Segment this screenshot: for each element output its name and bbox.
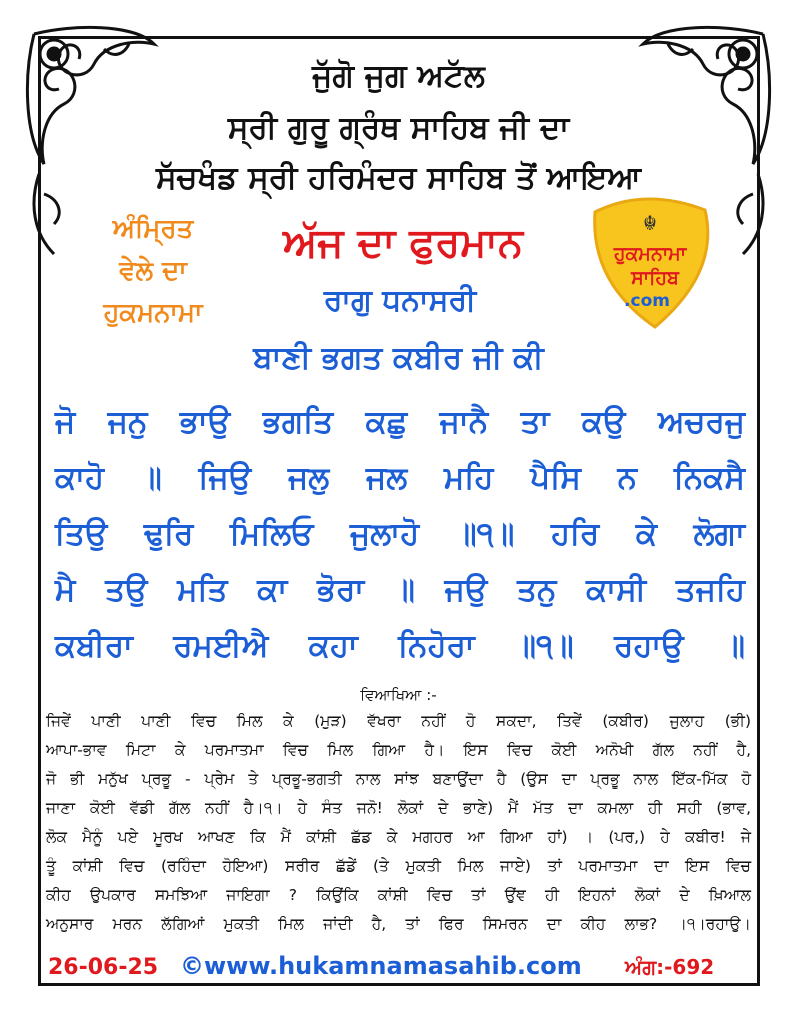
amrit-line-2: ਵੇਲੇ ਦਾ [119,256,187,286]
khanda-icon: ☬ [642,211,658,235]
explanation-line-2: ਆਪਾ-ਭਾਵ ਮਿਟਾ ਕੇ ਪਰਮਾਤਮਾ ਵਿਚ ਮਿਲ ਗਿਆ ਹੈ। ਇਸ ਵਿਚ ਕੋਈ ਅਨੋਖੀ ਗੱਲ ਨਹੀਂ ਹੈ, [46,741,751,759]
explanation-line-5: ਲੋਕ ਮੈਨੂੰ ਪਏ ਮੂਰਖ ਆਖਣ ਕਿ ਮੈਂ ਕਾਂਸ਼ੀ ਛੱਡ ਕੇ ਮਗਹਰ ਆ ਗਿਆ ਹਾਂ) । (ਪਰ,) ਹੇ ਕਬੀਰ! ਜੇ [46,828,751,846]
verse-line-5: ਕਬੀਰਾ ਰਮਈਐ ਕਹਾ ਨਿਹੋਰਾ ॥੧॥ ਰਹਾਉ ॥ [55,628,745,664]
explanation-line-1: ਜਿਵੇਂ ਪਾਣੀ ਪਾਣੀ ਵਿਚ ਮਿਲ ਕੇ (ਮੁੜ) ਵੱਖਰਾ ਨਹੀਂ ਹੋ ਸਕਦਾ, ਤਿਵੇਂ (ਕਬੀਰ) ਜੁਲਾਹ (ਭੀ) [46,712,751,730]
header-line-1: ਜੁੱਗੋ ਜੁਗ ਅਟੱਲ [312,58,485,94]
header-line-2: ਸ੍ਰੀ ਗੁਰੂ ਗ੍ਰੰਥ ਸਾਹਿਬ ਜੀ ਦਾ [227,110,570,146]
footer-website-link[interactable]: ©www.hukamnamasahib.com [180,952,582,980]
verse-line-2: ਕਾਹੋ ॥ ਜਿਉ ਜਲੁ ਜਲ ਮਹਿ ਪੈਸਿ ਨ ਨਿਕਸੈ [55,460,745,496]
amrit-line-3: ਹੁਕਮਨਾਮਾ [103,298,203,328]
header-line-3: ਸੱਚਖੰਡ ਸ੍ਰੀ ਹਰਿਮੰਦਰ ਸਾਹਿਬ ਤੋਂ ਆਇਆ [156,160,641,196]
hukamnama-sahib-logo [585,192,715,332]
verse-line-3: ਤਿਉ ਢੁਰਿ ਮਿਲਿਓ ਜੁਲਾਹੋ ॥੧॥ ਹਰਿ ਕੇ ਲੋਗਾ [55,516,745,552]
logo-text-line-2: ਸਾਹਿਬ [631,267,679,289]
verse-line-4: ਮੈ ਤਉ ਮਤਿ ਕਾ ਭੋਰਾ ॥ ਜਉ ਤਨੁ ਕਾਸੀ ਤਜਹਿ [55,572,745,608]
logo-text-line-3: .com [624,291,670,311]
page-title: ਅੱਜ ਦਾ ਫੁਰਮਾਨ [283,220,523,266]
raag-heading: ਰਾਗੁ ਧਨਾਸਰੀ [323,283,477,318]
explanation-line-7: ਕੀਹ ਉਪਕਾਰ ਸਮਝਿਆ ਜਾਇਗਾ ? ਕਿਉਂਕਿ ਕਾਂਸ਼ੀ ਵਿਚ ਤਾਂ ਉਂਞ ਹੀ ਇਹਨਾਂ ਲੋਕਾਂ ਦੇ ਖ਼ਿਆਲ [46,886,751,904]
footer-ang-number: ਅੰਗ:-692 [625,955,715,979]
bani-heading: ਬਾਣੀ ਭਗਤ ਕਬੀਰ ਜੀ ਕੀ [253,340,544,376]
explanation-title: ਵਿਆਖਿਆ :- [360,686,437,704]
explanation-line-6: ਤੂੰ ਕਾਂਸ਼ੀ ਵਿਚ (ਰਹਿੰਦਾ ਹੋਇਆ) ਸਰੀਰ ਛੱਡੇਂ (ਤੇ ਮੁਕਤੀ ਮਿਲ ਜਾਏ) ਤਾਂ ਪਰਮਾਤਮਾ ਦਾ ਇਸ ਵਿਚ [46,857,751,875]
amrit-vele-badge [58,208,248,334]
explanation-line-3: ਜੋ ਭੀ ਮਨੁੱਖ ਪ੍ਰਭੂ - ਪ੍ਰੇਮ ਤੇ ਪ੍ਰਭੂ-ਭਗਤੀ ਨਾਲ ਸਾਂਝ ਬਣਾਉਂਦਾ ਹੈ (ਉਸ ਦਾ ਪ੍ਰਭੂ ਨਾਲ ਇੱਕ-ਮਿੱਕ ਹੋ [46,770,751,788]
footer-date: 26-06-25 [48,955,159,980]
explanation-line-4: ਜਾਣਾ ਕੋਈ ਵੱਡੀ ਗੱਲ ਨਹੀਂ ਹੈ।੧। ਹੇ ਸੰਤ ਜਨੋ! ਲੋਕਾਂ ਦੇ ਭਾਣੇ) ਮੈਂ ਮੱਤ ਦਾ ਕਮਲਾ ਹੀ ਸਹੀ (ਭਾਵ, [46,799,751,817]
explanation-line-8: ਅਨੁਸਾਰ ਮਰਨ ਲੱਗਿਆਂ ਮੁਕਤੀ ਮਿਲ ਜਾਂਦੀ ਹੈ, ਤਾਂ ਫਿਰ ਸਿਮਰਨ ਦਾ ਕੀਹ ਲਾਭ? ।੧।ਰਹਾਉ। [46,915,751,933]
logo-text-line-1: ਹੁਕਮਨਾਮਾ [613,243,687,265]
verse-line-1: ਜੋ ਜਨੁ ਭਾਉ ਭਗਤਿ ਕਛੁ ਜਾਨੈ ਤਾ ਕਉ ਅਚਰਜੁ [55,404,745,440]
amrit-line-1: ਅੰਮ੍ਰਿਤ [112,214,194,244]
